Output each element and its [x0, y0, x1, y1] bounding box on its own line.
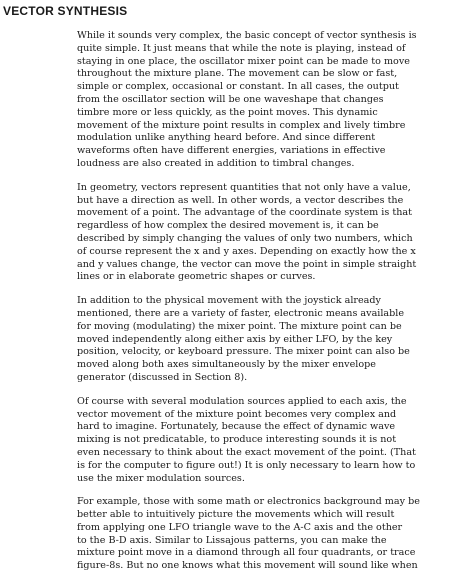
text-line: vector movement of the mixture point becomes very complex and	[77, 408, 397, 420]
text-line: quite simple. It just means that while the note is playing, instead of	[77, 42, 406, 54]
text-line: waveforms often have different energies, variations in effective	[77, 145, 386, 157]
text-line: of course represent the x and y axes. Depending on exactly how the x	[77, 245, 416, 257]
text-line: While it sounds very complex, the basic concept of vector synthesis is	[77, 30, 417, 41]
text-line: timbre more or less quickly, as the point moves. This dynamic	[77, 106, 378, 118]
text-line: described by simply changing the values of only two numbers, which	[77, 232, 413, 244]
paragraph-vector-synthesis-intro	[77, 30, 443, 171]
text-line: movement of a point. The advantage of the coordinate system is that	[77, 207, 412, 219]
text-line: but have a direction as well. In other words, a vector describes the	[77, 194, 404, 206]
text-line: generator (discussed in Section 8).	[77, 371, 248, 383]
text-line: loudness are also created in addition to timbral changes.	[77, 157, 355, 169]
text-line: modulation unlike anything heard before. And since different	[77, 132, 376, 144]
text-line: regardless of how complex the desired movement is, it can be	[77, 220, 379, 232]
text-line: even necessary to think about the exact movement of the point. (That	[77, 446, 416, 458]
text-line: is for the computer to figure out!) It is only necessary to learn how to	[77, 459, 416, 471]
paragraph-lfo-example	[77, 496, 443, 573]
paragraph-modulation-sources	[77, 396, 443, 486]
text-line: In geometry, vectors represent quantities that not only have a value,	[77, 181, 411, 193]
text-line: For example, those with some math or electronics background may be	[77, 496, 420, 508]
text-line: lines or in elaborate geometric shapes or curves.	[77, 271, 316, 283]
text-line: moved along both axes simultaneously by the mixer envelope	[77, 359, 376, 371]
text-line: Of course with several modulation sources applied to each axis, the	[77, 395, 407, 407]
text-line: staying in one place, the oscillator mixer point can be made to move	[77, 55, 410, 67]
text-line: and y values change, the vector can move the point in simple straight	[77, 258, 417, 270]
page-heading: VECTOR SYNTHESIS	[3, 4, 128, 18]
text-line: position, velocity, or keyboard pressure. The mixer point can also be	[77, 346, 410, 358]
text-line: movement of the mixture point results in complex and lively timbre	[77, 119, 406, 131]
text-line: mentioned, there are a variety of faster, electronic means available	[77, 307, 405, 319]
text-line: simple or complex, occasional or constant. In all cases, the output	[77, 81, 399, 93]
text-line: In addition to the physical movement with the joystick already	[77, 295, 381, 307]
text-line: from applying one LFO triangle wave to the A-C axis and the other	[77, 521, 403, 533]
text-line: from the oscillator section will be one waveshape that changes	[77, 93, 384, 105]
text-line: figure-8s. But no one knows what this movement will sound like when	[77, 560, 418, 572]
text-line: use the mixer modulation sources.	[77, 472, 245, 484]
text-line: mixture point move in a diamond through all four quadrants, or trace	[77, 547, 416, 559]
text-line: throughout the mixture plane. The movement can be slow or fast,	[77, 68, 398, 80]
paragraph-geometry-vectors	[77, 182, 443, 284]
text-line: better able to intuitively picture the movements which will result	[77, 509, 395, 521]
body-text	[77, 30, 443, 584]
paragraph-modulating-mixer-point	[77, 295, 443, 385]
text-line: hard to imagine. Fortunately, because the effect of dynamic wave	[77, 421, 396, 433]
text-line: moved independently along either axis by either LFO, by the key	[77, 333, 393, 345]
text-line: mixing is not predicatable, to produce interesting sounds it is not	[77, 434, 397, 446]
text-line: to the B-D axis. Similar to Lissajous patterns, you can make the	[77, 534, 387, 546]
text-line: for moving (modulating) the mixer point. The mixture point can be	[77, 320, 402, 332]
